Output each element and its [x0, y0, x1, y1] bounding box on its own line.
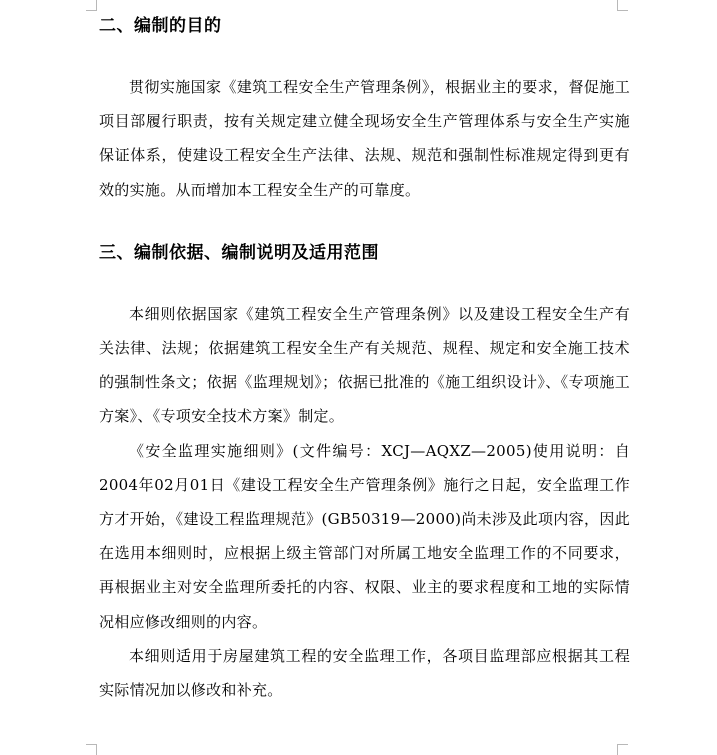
page-corner-mark — [617, 0, 628, 11]
page-corner-mark — [86, 744, 97, 755]
paragraph-usage-notes: 《安全监理实施细则》(文件编号：XCJ—AQXZ—2005)使用说明：自2004年02月01日《建设工程安全生产管理条例》施行之日起，安全监理工作方才开始，《建设工程监理规范》(GB50319—2000)尚未涉及此项内容，因此在选用本细则时，应根据上级主管部门对所属工地安全监理工作的不同要求，再根据业主对安全监理所委托的内容、权限、业主的要求程度和工地的实际情况相应修改细则的内容。 — [99, 441, 630, 631]
section-heading-basis: 三、编制依据、编制说明及适用范围 — [99, 242, 379, 263]
section-heading-purpose: 二、编制的目的 — [99, 16, 222, 36]
page-corner-mark — [617, 744, 628, 755]
paragraph-scope: 本细则适用于房屋建筑工程的安全监理工作，各项目监理部应根据其工程实际情况加以修改和补充。 — [99, 646, 630, 700]
document-body — [99, 12, 630, 707]
paragraph-purpose: 贯彻实施国家《建筑工程安全生产管理条例》，根据业主的要求，督促施工项目部履行职责，按有关规定建立健全现场安全生产管理体系与安全生产实施保证体系，使建设工程安全生产法律、法规、规范和强制性标准规定得到更有效的实施。从而增加本工程安全生产的可靠度。 — [99, 78, 630, 199]
paragraph-basis: 本细则依据国家《建筑工程安全生产管理条例》以及建设工程安全生产有关法律、法规；依据建筑工程安全生产有关规范、规程、规定和安全施工技术的强制性条文；依据《监理规划》；依据已批准的《施工组织设计》、《专项施工方案》、《专项安全技术方案》制定。 — [99, 304, 630, 426]
page-corner-mark — [86, 0, 97, 11]
